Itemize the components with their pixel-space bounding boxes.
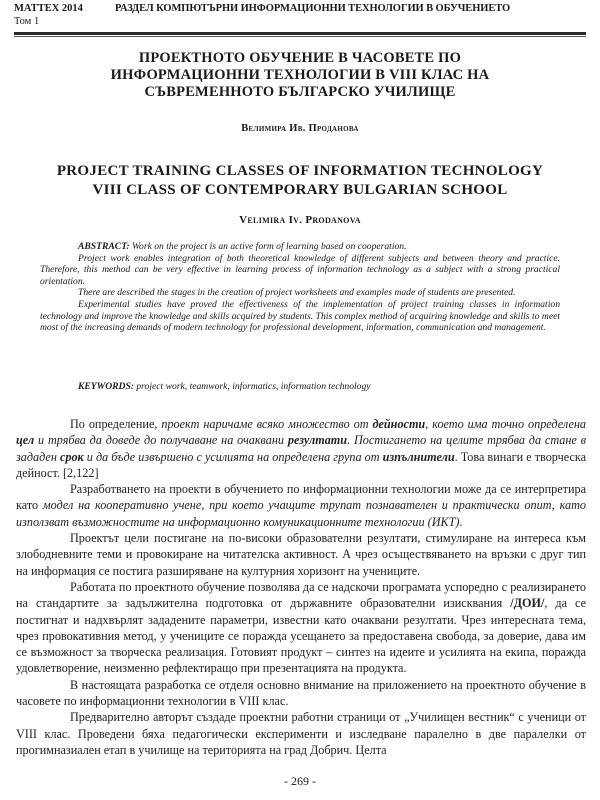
title-bg-line-2: ИНФОРМАЦИОННИ ТЕХНОЛОГИИ В VIII КЛАС НА bbox=[110, 67, 490, 83]
keywords-label: KEYWORDS: bbox=[78, 381, 134, 392]
abstract-paragraph-1: ABSTRACT: Work on the project is an active form of learning based on cooperation. bbox=[78, 241, 407, 252]
body-paragraph-5: В настоящата разработка се отделя основно внимание на приложението на проектното обучение в часовете по информационни технологии в VIII клас. bbox=[16, 677, 586, 709]
title-bg-line-1: ПРОЕКТНОТО ОБУЧЕНИЕ В ЧАСОВЕТЕ ПО bbox=[138, 50, 462, 66]
title-bulgarian bbox=[40, 50, 560, 101]
author-english: Velimira Iv. Prodanova bbox=[239, 214, 361, 226]
body-paragraph-3: Проектът цели постигане на по-високи образователни резултати, стимулиране на интереса към злободневните теми и провокиране на читателска активност. А чрез осъществяването на връзки с друг тип на информация се постига разширяване на културния хоризонт на учениците. bbox=[16, 531, 586, 578]
abstract bbox=[40, 241, 560, 334]
body-paragraph-6: Предварително авторът създаде проектни работни страници от „Училищен вестник“ с ученици от VIII клас. Проведени бяха педагогически експерименти и изследване паралелно в две паралелки от прогимназиален етап в училище на територията на град Добрич. Целта bbox=[16, 710, 586, 757]
title-bg-line-3: СЪВРЕМЕННОТО БЪЛГАРСКО УЧИЛИЩЕ bbox=[144, 84, 456, 100]
body-text bbox=[16, 416, 586, 758]
body-paragraph-2: Разработването на проекти в обучението по информационни технологии може да се интерпретира като модел на кооперативно учене, при което учащите трупат познавателен и практически опит, като използват възможностите на информационно комуникационните технологии (ИКТ). bbox=[16, 482, 587, 529]
keywords bbox=[40, 381, 560, 393]
abstract-paragraph-2: Project work enables integration of both theoretical knowledge of different subjects and between theory and practice. Therefore, this method can be very effective in learning process of information technology as a subject with a strong practical orientation. bbox=[40, 252, 560, 287]
abstract-paragraph-3: There are described the stages in the creation of project worksheets and examples made of students are presented. bbox=[78, 287, 516, 299]
header-rule-thick bbox=[14, 32, 586, 35]
body-paragraph-4: Работата по проектното обучение позволява да се надскочи програмата успоредно с реализирането на стандартите за задължителна подготовка от държавните образователни изисквания /ДОИ/, да се постигнат и надхвърлят зададените параметри, известни като очаквани резултати. Чрез интересната тема, чрез провокативния метод, у учениците се поражда усещането за предоставена свобода, за доверие, дава им се възможност за творческа реализация. Готовият продукт – синтез на идеите и усилията на екипа, поражда удовлетворение, неизменно рефлектиращо при презентацията на продукта. bbox=[16, 579, 586, 676]
title-english bbox=[30, 162, 570, 200]
conference-name: MATTEX 2014 bbox=[14, 3, 83, 14]
keywords-text: project work, teamwork, informatics, information technology bbox=[133, 381, 371, 392]
section-title: РАЗДЕЛ КОМПЮТЪРНИ ИНФОРМАЦИОННИ ТЕХНОЛОГИИ В ОБУЧЕНИЕТО bbox=[115, 3, 511, 14]
title-en-line-2: VIII CLASS OF CONTEMPORARY BULGARIAN SCHOOL bbox=[92, 182, 508, 198]
volume-label: Том 1 bbox=[14, 16, 40, 27]
author-bulgarian: Велимира Ив. Проданова bbox=[241, 123, 359, 134]
abstract-paragraph-4: Experimental studies have proved the effectiveness of the implementation of project training classes in information technology and improve the knowledge and skills acquired by students. This complex method of acquiring knowledge and skills to meet most of the increasing demands of modern technology for professional development, information, communication and management. bbox=[40, 298, 560, 334]
title-en-line-1: PROJECT TRAINING CLASSES OF INFORMATION TECHNOLOGY bbox=[56, 163, 544, 179]
body-paragraph-1: По определение, проект наричаме всяко множество от дейности, което има точно определена цел и трябва да доведе до получаване на очаквани резултати. Постигането на целите трябва да стане в зададен срок и да бъде извършено с усилията на определена група от изпълнители. Това винаги е творческа дейност. [2,122] bbox=[16, 417, 586, 480]
abstract-label: ABSTRACT: bbox=[78, 241, 130, 252]
header-rule-thin bbox=[14, 36, 586, 37]
page-number: - 269 - bbox=[284, 774, 316, 788]
